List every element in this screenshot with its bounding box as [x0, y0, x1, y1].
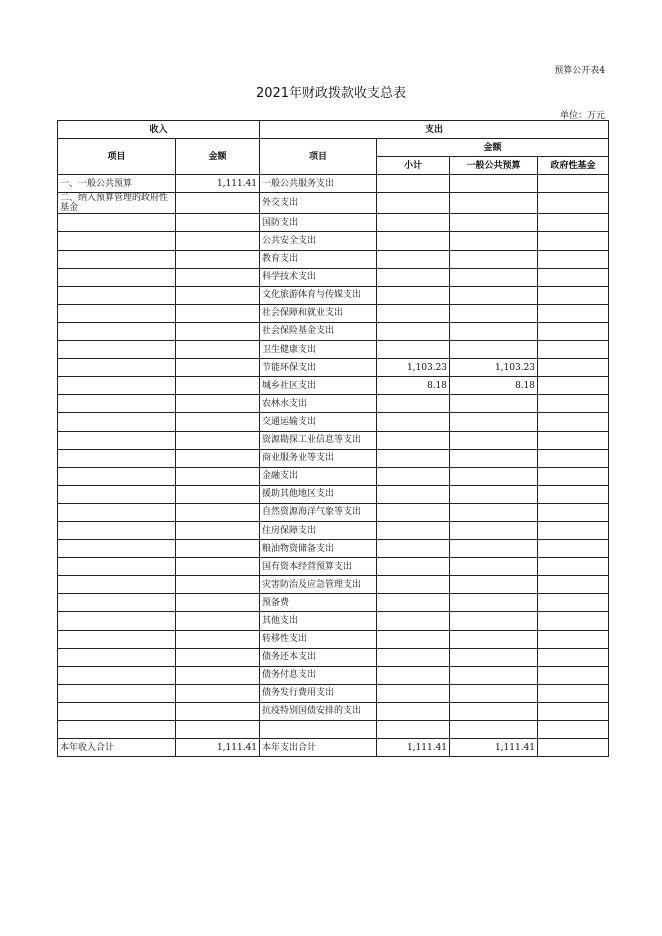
- expense-item-cell: 农林水支出: [260, 395, 377, 413]
- income-item-cell: [58, 540, 176, 558]
- gov-fund-cell: [538, 359, 609, 377]
- income-amount-cell: [176, 485, 260, 503]
- subtotal-cell: [377, 268, 450, 286]
- income-item-cell: 一、一般公共预算: [58, 175, 176, 193]
- subtotal-cell: [377, 250, 450, 268]
- general-budget-cell: [450, 322, 538, 340]
- budget-summary-table: [57, 120, 609, 757]
- expense-item-cell: 抗疫特别国债安排的支出: [260, 702, 377, 720]
- expense-item-cell: 援助其他地区支出: [260, 485, 377, 503]
- subtotal-cell: 1,111.41: [377, 739, 450, 757]
- general-budget-cell: 1,111.41: [450, 739, 538, 757]
- income-amount-cell: [176, 395, 260, 413]
- income-amount-cell: [176, 630, 260, 648]
- gov-fund-cell: [538, 521, 609, 539]
- income-item-cell: [58, 359, 176, 377]
- gov-fund-cell: [538, 594, 609, 612]
- expense-item-cell: 公共安全支出: [260, 232, 377, 250]
- expense-amount-header: 金额: [377, 139, 609, 157]
- subtotal-cell: [377, 413, 450, 431]
- gov-fund-cell: [538, 377, 609, 395]
- table-row: [58, 576, 609, 594]
- expense-item-cell: 金融支出: [260, 467, 377, 485]
- subtotal-cell: [377, 214, 450, 232]
- subtotal-cell: [377, 193, 450, 214]
- income-amount-cell: [176, 503, 260, 521]
- expense-item-cell: [260, 721, 377, 739]
- income-amount-cell: [176, 193, 260, 214]
- income-amount-cell: [176, 304, 260, 322]
- gov-fund-cell: [538, 341, 609, 359]
- income-amount-cell: 1,111.41: [176, 175, 260, 193]
- subtotal-cell: [377, 612, 450, 630]
- table-row: [58, 721, 609, 739]
- income-amount-cell: [176, 341, 260, 359]
- income-amount-cell: [176, 666, 260, 684]
- expense-item-cell: 文化旅游体育与传媒支出: [260, 286, 377, 304]
- income-item-cell: [58, 341, 176, 359]
- income-item-cell: [58, 594, 176, 612]
- general-budget-cell: [450, 341, 538, 359]
- expense-item-cell: 本年支出合计: [260, 739, 377, 757]
- table-row: [58, 503, 609, 521]
- gov-fund-cell: [538, 576, 609, 594]
- gov-fund-cell: [538, 467, 609, 485]
- expense-item-cell: 社会保障和就业支出: [260, 304, 377, 322]
- gov-fund-cell: [538, 540, 609, 558]
- income-amount-cell: [176, 540, 260, 558]
- table-row: [58, 467, 609, 485]
- general-budget-cell: [450, 666, 538, 684]
- income-amount-cell: [176, 449, 260, 467]
- table-row: [58, 739, 609, 757]
- expense-item-cell: 国防支出: [260, 214, 377, 232]
- subtotal-cell: [377, 286, 450, 304]
- income-item-cell: [58, 377, 176, 395]
- gov-fund-cell: [538, 503, 609, 521]
- table-row: [58, 485, 609, 503]
- table-row: [58, 594, 609, 612]
- general-budget-cell: [450, 503, 538, 521]
- table-row: [58, 286, 609, 304]
- income-amount-cell: 1,111.41: [176, 739, 260, 757]
- gov-fund-cell: [538, 304, 609, 322]
- expense-item-cell: 国有资本经营预算支出: [260, 558, 377, 576]
- general-budget-cell: [450, 702, 538, 720]
- income-item-cell: [58, 721, 176, 739]
- subtotal-cell: [377, 467, 450, 485]
- expense-item-cell: 债务付息支出: [260, 666, 377, 684]
- table-row: [58, 612, 609, 630]
- general-budget-cell: [450, 558, 538, 576]
- gov-fund-cell: [538, 175, 609, 193]
- table-row: [58, 193, 609, 214]
- income-amount-cell: [176, 612, 260, 630]
- gov-fund-cell: [538, 395, 609, 413]
- income-item-cell: 本年收入合计: [58, 739, 176, 757]
- table-row: [58, 702, 609, 720]
- table-row: [58, 666, 609, 684]
- subtotal-cell: [377, 702, 450, 720]
- gov-fund-cell: [538, 648, 609, 666]
- income-amount-cell: [176, 702, 260, 720]
- subtotal-cell: [377, 485, 450, 503]
- income-amount-cell: [176, 232, 260, 250]
- expense-item-cell: 外交支出: [260, 193, 377, 214]
- table-row: [58, 449, 609, 467]
- subtotal-cell: [377, 666, 450, 684]
- income-item-cell: [58, 467, 176, 485]
- income-header: 收入: [58, 121, 260, 139]
- income-amount-cell: [176, 413, 260, 431]
- income-item-cell: [58, 558, 176, 576]
- table-row: [58, 521, 609, 539]
- table-row: [58, 630, 609, 648]
- expense-item-cell: 债务发行费用支出: [260, 684, 377, 702]
- gov-fund-cell: [538, 268, 609, 286]
- income-item-cell: [58, 612, 176, 630]
- table-body: [58, 175, 609, 757]
- general-budget-cell: [450, 232, 538, 250]
- income-amount-cell: [176, 322, 260, 340]
- subtotal-cell: [377, 684, 450, 702]
- income-amount-cell: [176, 521, 260, 539]
- general-budget-cell: [450, 304, 538, 322]
- table-row: [58, 214, 609, 232]
- income-item-cell: [58, 684, 176, 702]
- page-title: 2021年财政拨款收支总表: [255, 86, 407, 101]
- income-amount-cell: [176, 286, 260, 304]
- general-budget-cell: 8.18: [450, 377, 538, 395]
- income-item-cell: [58, 413, 176, 431]
- table-row: [58, 322, 609, 340]
- income-amount-cell: [176, 214, 260, 232]
- general-budget-cell: [450, 594, 538, 612]
- gov-fund-cell: [538, 702, 609, 720]
- gov-fund-header: 政府性基金: [538, 157, 609, 175]
- income-item-cell: [58, 630, 176, 648]
- table-row: [58, 377, 609, 395]
- subtotal-cell: [377, 175, 450, 193]
- general-budget-cell: [450, 395, 538, 413]
- subtotal-cell: [377, 558, 450, 576]
- table-row: [58, 558, 609, 576]
- income-amount-cell: [176, 250, 260, 268]
- income-item-cell: [58, 431, 176, 449]
- general-budget-cell: [450, 648, 538, 666]
- table-row: [58, 431, 609, 449]
- table-row: [58, 413, 609, 431]
- subtotal-header: 小计: [377, 157, 450, 175]
- expense-item-cell: 预备费: [260, 594, 377, 612]
- subtotal-cell: [377, 648, 450, 666]
- income-item-cell: [58, 666, 176, 684]
- income-item-cell: [58, 322, 176, 340]
- expense-item-cell: 资源勘探工业信息等支出: [260, 431, 377, 449]
- table-row: [58, 304, 609, 322]
- income-amount-cell: [176, 594, 260, 612]
- income-item-cell: [58, 286, 176, 304]
- gov-fund-cell: [538, 630, 609, 648]
- general-budget-cell: [450, 684, 538, 702]
- table-row: [58, 232, 609, 250]
- gov-fund-cell: [538, 193, 609, 214]
- subtotal-cell: [377, 304, 450, 322]
- general-budget-cell: [450, 175, 538, 193]
- income-item-cell: [58, 702, 176, 720]
- expense-item-cell: 卫生健康支出: [260, 341, 377, 359]
- gov-fund-cell: [538, 485, 609, 503]
- gov-fund-cell: [538, 739, 609, 757]
- gov-fund-cell: [538, 449, 609, 467]
- table-row: [58, 359, 609, 377]
- expense-header: 支出: [260, 121, 609, 139]
- income-item-cell: [58, 449, 176, 467]
- document-id: 预算公开表4: [554, 66, 605, 76]
- expense-item-cell: 住房保障支出: [260, 521, 377, 539]
- expense-item-cell: 自然资源海洋气象等支出: [260, 503, 377, 521]
- general-budget-cell: [450, 193, 538, 214]
- general-budget-cell: [450, 214, 538, 232]
- expense-item-cell: 灾害防治及应急管理支出: [260, 576, 377, 594]
- gov-fund-cell: [538, 612, 609, 630]
- income-amount-cell: [176, 558, 260, 576]
- table-row: [58, 684, 609, 702]
- income-amount-cell: [176, 359, 260, 377]
- gov-fund-cell: [538, 214, 609, 232]
- expense-item-cell: 交通运输支出: [260, 413, 377, 431]
- unit-label: 单位：万元: [559, 111, 605, 121]
- income-amount-cell: [176, 648, 260, 666]
- income-item-cell: [58, 214, 176, 232]
- general-budget-cell: [450, 612, 538, 630]
- subtotal-cell: [377, 449, 450, 467]
- general-budget-cell: [450, 540, 538, 558]
- general-budget-cell: [450, 286, 538, 304]
- income-item-cell: [58, 648, 176, 666]
- expense-item-cell: 一般公共服务支出: [260, 175, 377, 193]
- general-budget-cell: [450, 721, 538, 739]
- income-amount-cell: [176, 431, 260, 449]
- income-amount-header: 金额: [176, 139, 260, 175]
- subtotal-cell: [377, 395, 450, 413]
- income-item-cell: [58, 503, 176, 521]
- subtotal-cell: [377, 232, 450, 250]
- income-amount-cell: [176, 576, 260, 594]
- table-row: [58, 341, 609, 359]
- table-row: [58, 268, 609, 286]
- expense-item-cell: 城乡社区支出: [260, 377, 377, 395]
- income-amount-cell: [176, 684, 260, 702]
- general-budget-cell: [450, 485, 538, 503]
- gov-fund-cell: [538, 286, 609, 304]
- general-budget-cell: [450, 268, 538, 286]
- expense-item-cell: 转移性支出: [260, 630, 377, 648]
- income-amount-cell: [176, 721, 260, 739]
- income-item-cell: [58, 232, 176, 250]
- income-item-cell: [58, 395, 176, 413]
- general-budget-cell: 1,103.23: [450, 359, 538, 377]
- gov-fund-cell: [538, 250, 609, 268]
- general-budget-cell: [450, 630, 538, 648]
- table-row: [58, 540, 609, 558]
- subtotal-cell: [377, 431, 450, 449]
- income-item-header: 项目: [58, 139, 176, 175]
- subtotal-cell: [377, 594, 450, 612]
- table-row: [58, 250, 609, 268]
- income-amount-cell: [176, 268, 260, 286]
- gov-fund-cell: [538, 322, 609, 340]
- gov-fund-cell: [538, 684, 609, 702]
- income-item-cell: [58, 268, 176, 286]
- general-budget-cell: [450, 431, 538, 449]
- expense-item-cell: 节能环保支出: [260, 359, 377, 377]
- gov-fund-cell: [538, 431, 609, 449]
- general-budget-header: 一般公共预算: [450, 157, 538, 175]
- subtotal-cell: [377, 630, 450, 648]
- income-item-cell: [58, 521, 176, 539]
- gov-fund-cell: [538, 558, 609, 576]
- general-budget-cell: [450, 467, 538, 485]
- income-item-cell: [58, 485, 176, 503]
- income-item-cell: [58, 250, 176, 268]
- table-row: [58, 395, 609, 413]
- income-item-cell: [58, 576, 176, 594]
- general-budget-cell: [450, 413, 538, 431]
- subtotal-cell: [377, 521, 450, 539]
- subtotal-cell: 1,103.23: [377, 359, 450, 377]
- expense-item-cell: 粮油物资储备支出: [260, 540, 377, 558]
- table-row: [58, 648, 609, 666]
- expense-item-cell: 教育支出: [260, 250, 377, 268]
- expense-item-cell: 社会保险基金支出: [260, 322, 377, 340]
- gov-fund-cell: [538, 721, 609, 739]
- income-amount-cell: [176, 377, 260, 395]
- gov-fund-cell: [538, 666, 609, 684]
- expense-item-header: 项目: [260, 139, 377, 175]
- expense-item-cell: 商业服务业等支出: [260, 449, 377, 467]
- income-item-cell: 二、纳入预算管理的政府性基金: [58, 193, 176, 214]
- subtotal-cell: [377, 341, 450, 359]
- subtotal-cell: [377, 503, 450, 521]
- general-budget-cell: [450, 576, 538, 594]
- gov-fund-cell: [538, 413, 609, 431]
- general-budget-cell: [450, 449, 538, 467]
- subtotal-cell: 8.18: [377, 377, 450, 395]
- subtotal-cell: [377, 540, 450, 558]
- table-row: [58, 175, 609, 193]
- subtotal-cell: [377, 721, 450, 739]
- expense-item-cell: 科学技术支出: [260, 268, 377, 286]
- expense-item-cell: 其他支出: [260, 612, 377, 630]
- general-budget-cell: [450, 521, 538, 539]
- expense-item-cell: 债务还本支出: [260, 648, 377, 666]
- subtotal-cell: [377, 576, 450, 594]
- gov-fund-cell: [538, 232, 609, 250]
- subtotal-cell: [377, 322, 450, 340]
- income-item-cell: [58, 304, 176, 322]
- income-amount-cell: [176, 467, 260, 485]
- general-budget-cell: [450, 250, 538, 268]
